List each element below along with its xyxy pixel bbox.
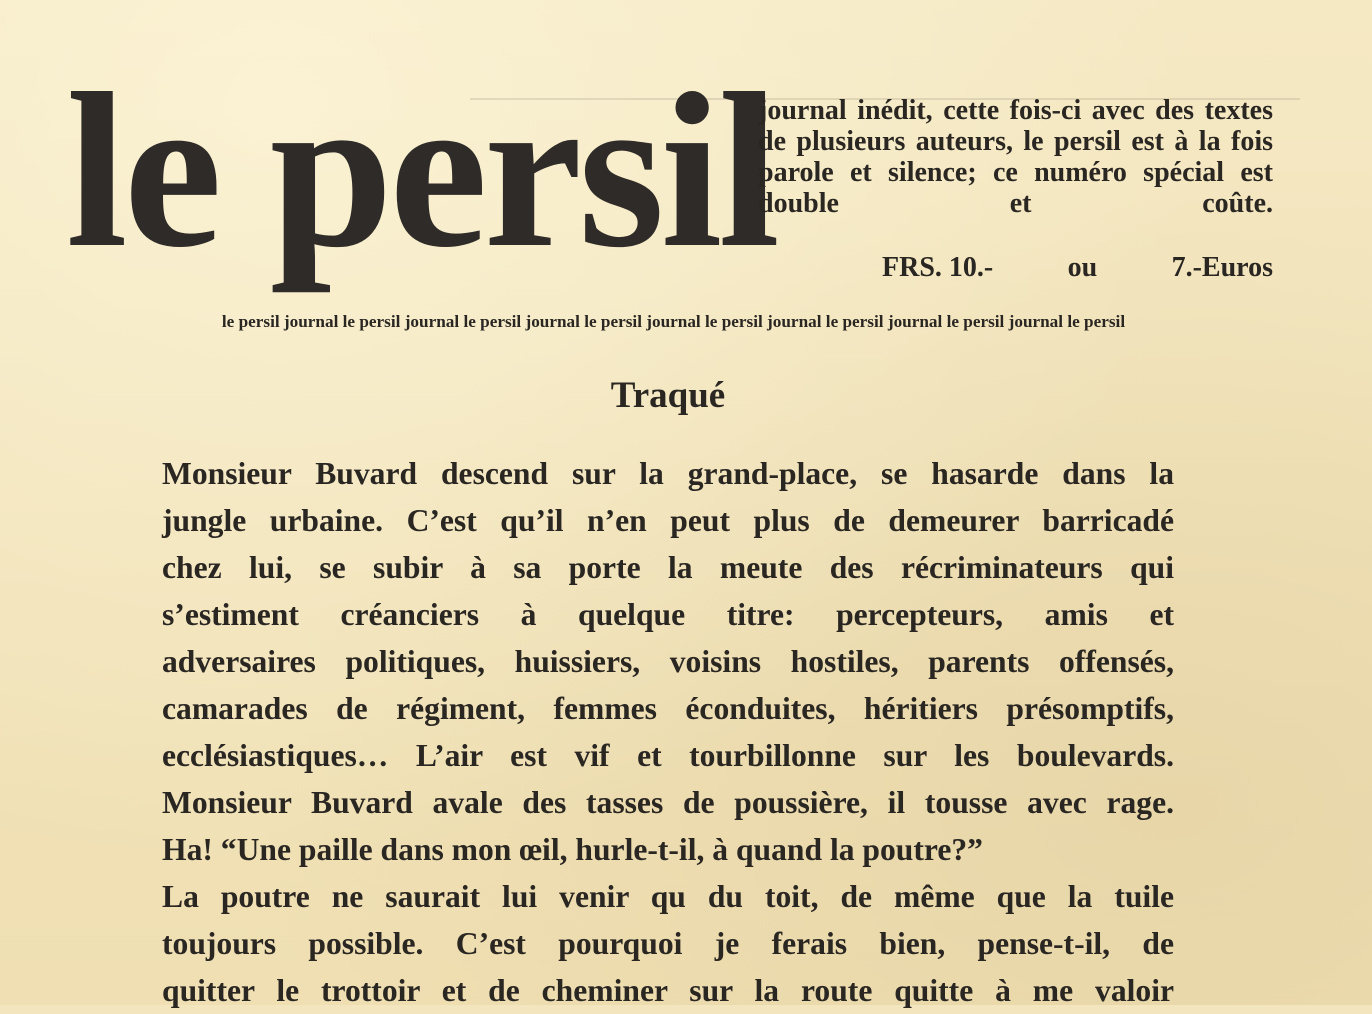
article-title: Traqué bbox=[610, 375, 726, 416]
price-francs: FRS. 10.- bbox=[882, 252, 994, 283]
article-line: chez lui, se subir à sa porte la meute des récriminateurs qui bbox=[162, 550, 1174, 585]
article-line: jungle urbaine. C’est qu’il n’en peut plus de demeurer barricadé bbox=[162, 503, 1174, 538]
article-line: s’estiment créanciers à quelque titre: percepteurs, amis et bbox=[162, 597, 1174, 632]
masthead-title: le persil bbox=[66, 48, 776, 294]
masthead-blurb: journal inédit, cette fois-ci avec des textes de plusieurs auteurs, le persil est à la fois parole et silence; ce numéro spécial est double et coûte. bbox=[758, 95, 1273, 219]
tagline-strip: le persil journal le persil journal le persil journal le persil journal le persil journal le persil journal le persil journal le persil bbox=[221, 312, 1126, 331]
article-line: ecclésiastiques… L’air est vif et tourbillonne sur les boulevards. bbox=[162, 738, 1174, 773]
price-conjunction: ou bbox=[1067, 252, 1098, 283]
article-body bbox=[162, 450, 1174, 1014]
price-line bbox=[882, 251, 1273, 285]
article-line: camarades de régiment, femmes éconduites, héritiers présomptifs, bbox=[162, 691, 1174, 726]
article-line: Monsieur Buvard descend sur la grand-place, se hasarde dans la bbox=[162, 456, 1174, 491]
article-line: La poutre ne saurait lui venir qu du toit, de même que la tuile bbox=[162, 879, 1174, 914]
article-line: Ha! “Une paille dans mon œil, hurle-t-il, à quand la poutre?” bbox=[162, 832, 983, 867]
article-line: adversaires politiques, huissiers, voisins hostiles, parents offensés, bbox=[162, 644, 1174, 679]
article-line: toujours possible. C’est pourquoi je ferais bien, pense-t-il, de bbox=[162, 926, 1174, 961]
price-euros: 7.-Euros bbox=[1171, 252, 1273, 283]
article-line: Monsieur Buvard avale des tasses de poussière, il tousse avec rage. bbox=[162, 785, 1174, 820]
article-line: quitter le trottoir et de cheminer sur la route quitte à me valoir bbox=[162, 973, 1174, 1008]
